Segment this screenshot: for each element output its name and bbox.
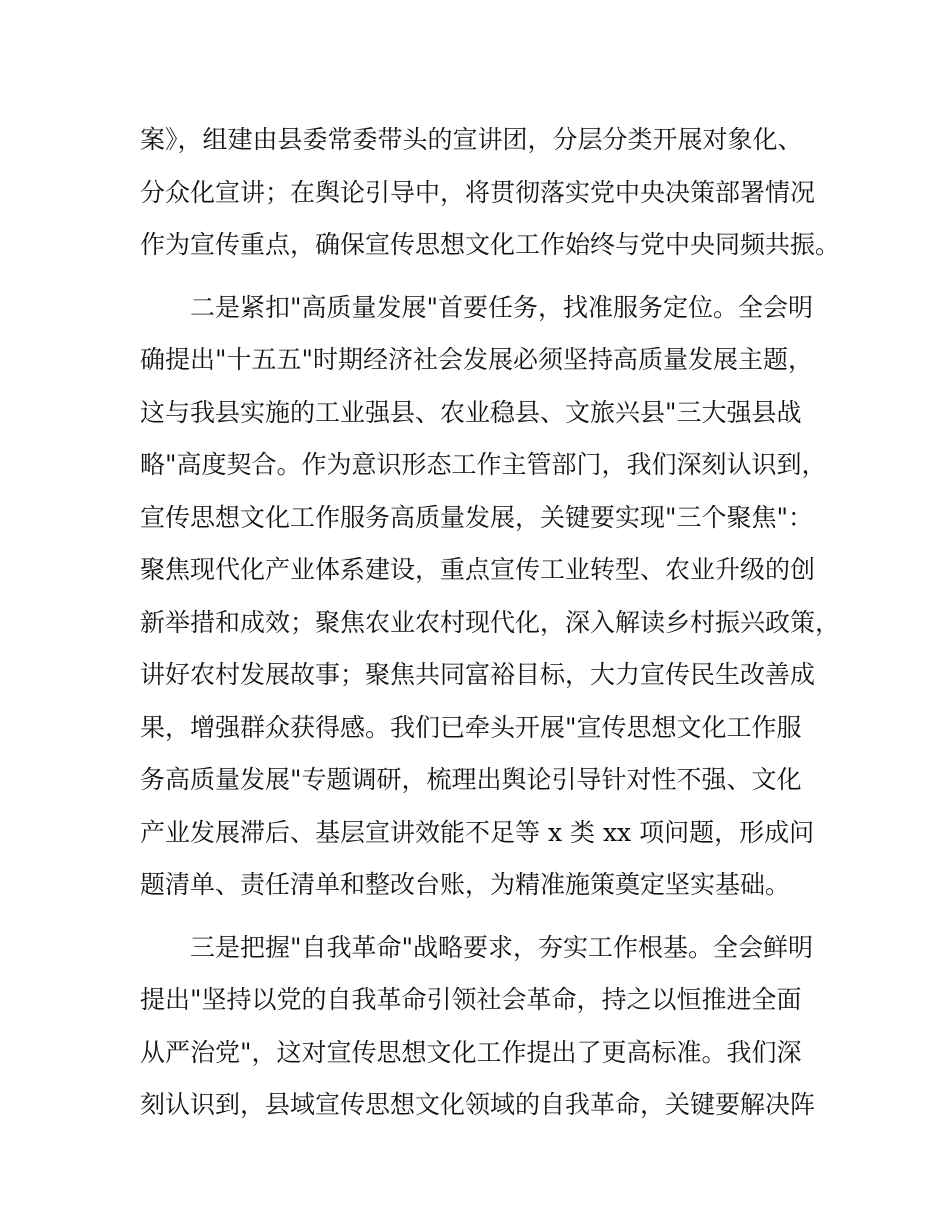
text-line: 新举措和成效；聚焦农业农村现代化，深入解读乡村振兴政策， xyxy=(140,607,841,637)
text-line: 务高质量发展"专题调研，梳理出舆论引导针对性不强、文化 xyxy=(140,765,802,794)
text-line: 二是紧扣"高质量发展"首要任务，找准服务定位。全会明 xyxy=(140,292,814,322)
text-line: 分众化宣讲；在舆论引导中，将贯彻落实党中央决策部署情况 xyxy=(140,177,816,207)
text-line: 确提出"十五五"时期经济社会发展必须坚持高质量发展主题， xyxy=(140,345,814,374)
paragraph-2 xyxy=(140,282,840,912)
paragraph-3 xyxy=(140,922,840,1132)
text-line: 聚焦现代化产业体系建设，重点宣传工业转型、农业升级的创 xyxy=(140,555,816,584)
text-line: 作为宣传重点，确保宣传思想文化工作始终与党中央同频共振。 xyxy=(140,230,841,259)
text-line: 这与我县实施的工业强县、农业稳县、文旅兴县"三大强县战 xyxy=(140,397,802,427)
text-line: 果，增强群众获得感。我们已牵头开展"宣传思想文化工作服 xyxy=(140,712,802,742)
text-line: 提出"坚持以党的自我革命引领社会革命，持之以恒推进全面 xyxy=(140,985,802,1014)
text-line: 题清单、责任清单和整改台账，为精准施策奠定坚实基础。 xyxy=(140,870,791,899)
text-line: 从严治党"，这对宣传思想文化工作提出了更高标准。我们深 xyxy=(140,1037,802,1067)
text-line: 宣传思想文化工作服务高质量发展，关键要实现"三个聚焦"： xyxy=(140,502,814,532)
text-line: 略"高度契合。作为意识形态工作主管部门，我们深刻认识到， xyxy=(140,450,827,479)
text-line: 案》，组建由县委常委带头的宣讲团，分层分类开展对象化、 xyxy=(140,125,803,154)
paragraph-1 xyxy=(140,114,840,272)
text-line: 产业发展滞后、基层宣讲效能不足等 x 类 xx 项问题，形成问 xyxy=(140,817,815,847)
text-line: 三是把握"自我革命"战略要求，夯实工作根基。全会鲜明 xyxy=(140,932,814,962)
text-line: 刻认识到，县域宣传思想文化领域的自我革命，关键要解决阵 xyxy=(140,1090,816,1119)
text-line: 讲好农村发展故事；聚焦共同富裕目标，大力宣传民生改善成 xyxy=(140,660,816,689)
document-page xyxy=(140,114,840,1142)
